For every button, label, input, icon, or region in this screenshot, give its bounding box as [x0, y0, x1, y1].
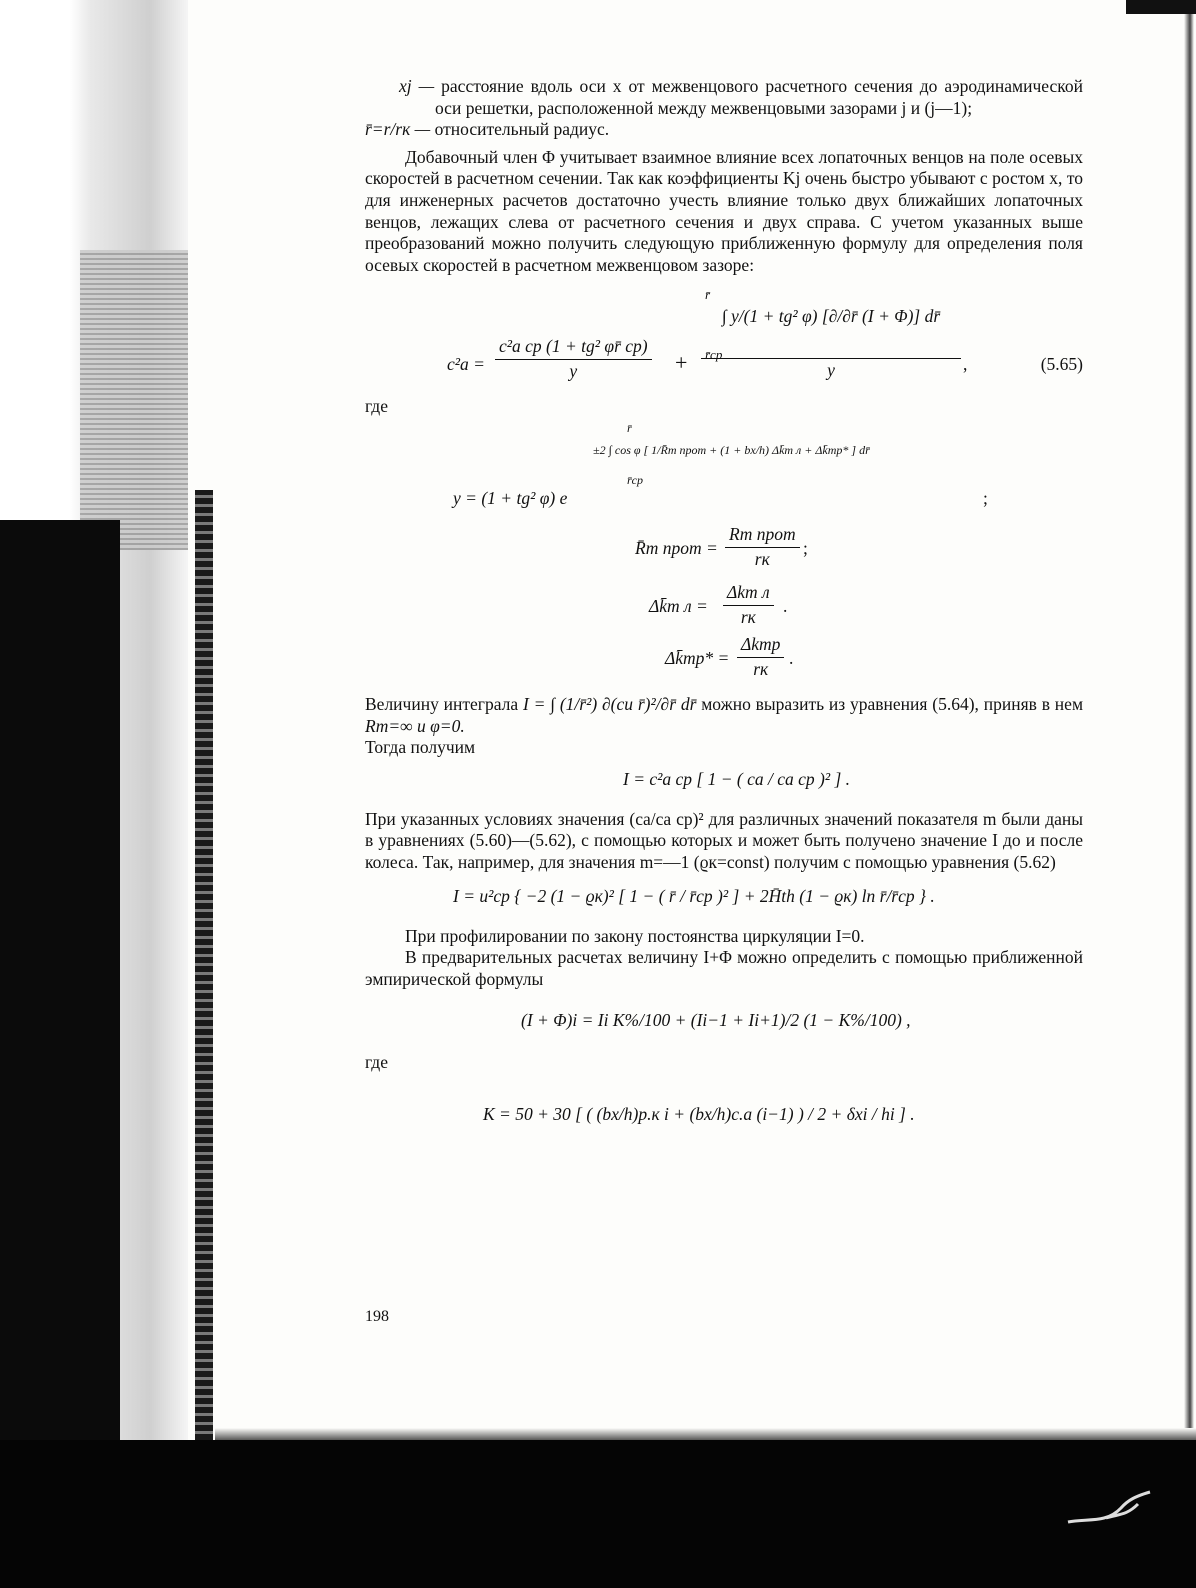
corner-scribble [1066, 1488, 1156, 1528]
f565-plus: + [675, 350, 688, 376]
paragraph-conditions: При указанных условиях значения (ca/ca ср)² для различных значений показателя m были даны в уравнениях (5.60)—(5.62), с помощью которых и может быть получено значение I до и после колеса. Так, например, для значения m=—1 (ϱк=const) получим с помощью уравнения (5.62) [365, 808, 1083, 872]
paragraph-then: Тогда получим [365, 737, 476, 758]
f565-term1 [495, 336, 652, 382]
rm-lhs: R̄m прот = [635, 537, 718, 558]
formula-I-m1 [365, 874, 1083, 922]
kml-den: rк [740, 606, 756, 627]
formula-dk-ml [365, 582, 1083, 630]
where-1: где [365, 396, 388, 417]
page-number: 198 [365, 1308, 389, 1325]
integral-condition: Rm=∞ и φ=0. [365, 715, 465, 736]
K-formula: K = 50 + 30 [ ( (bx/h)р.к i + (bx/h)с.а (i−1) ) / 2 + δxi / hi ] . [483, 1103, 915, 1124]
def-r-text: относительный радиус. [434, 119, 610, 140]
paragraph-additional-term: Добавочный член Φ учитывает взаимное влияние всех лопаточных венцов на поле осевых скоростей в расчетном сечении. Так как коэффициенты Kj очень быстро убывают с ростом x, то для инженерных расчетов достаточно учесть влияние только двух ближайших лопаточных венцов, лежащих слева от расчетного сечения и двух справа. С учетом указанных выше преобразований можно получить следующую приближенную формулу для определения поля осевых скоростей в расчетном межвенцовом зазоре: [365, 146, 1083, 275]
kml-num: Δkm л [723, 582, 774, 606]
f565-comma: , [963, 354, 968, 375]
rm-end: ; [803, 537, 808, 558]
kml-end: . [783, 595, 788, 616]
kmp-fraction [737, 634, 784, 680]
y-integral-upper: r̄ [627, 420, 632, 435]
kml-fraction [723, 582, 774, 628]
y-semicolon: ; [983, 487, 988, 508]
definition-xj [365, 76, 1083, 119]
paragraph-preliminary: В предварительных расчетах величину I+Φ можно определить с помощью приближенной эмпирической формулы [365, 947, 1083, 989]
rm-fraction [725, 524, 800, 570]
f565-lhs: c²a = [447, 354, 485, 375]
kml-lhs: Δk̄m л = [649, 595, 708, 616]
kmp-den: rк [753, 658, 769, 679]
binding-edge [0, 520, 120, 1588]
formula-I-result [365, 759, 1083, 803]
integral-I-formula: I = ∫ (1/r̄²) ∂(cu r̄)²/∂r̄ dr̄ [522, 693, 697, 714]
page-content [365, 76, 1083, 1144]
def-xj-text: расстояние вдоль оси x от межвенцового расчетного сечения до аэродинамической оси решетки, расположенной между межвенцовыми зазорами j и (j—1); [435, 76, 1083, 118]
integral-intro: Величину интеграла [365, 693, 519, 714]
formula-5-65 [365, 284, 1083, 392]
y-integral-lower: r̄ср [627, 472, 643, 487]
kmp-lhs: Δk̄mp* = [665, 647, 730, 668]
where-2: где [365, 1052, 388, 1073]
definition-r [365, 119, 1083, 141]
I-m-minus-1: I = u²ср { −2 (1 − ϱк)² [ 1 − ( r̄ / r̄ср )² ] + 2H̄th (1 − ϱк) ln r̄/r̄ср } . [453, 885, 935, 906]
f565-term2 [701, 306, 961, 381]
bottom-scan-edge [0, 1440, 1196, 1588]
I-Phi-formula: (I + Φ)i = Ii K%/100 + (Ii−1 + Ii+1)/2 (1 − K%/100) , [521, 1010, 911, 1031]
f565-integral-lower: r̄ср [705, 347, 723, 363]
formula-I-Phi [365, 994, 1083, 1046]
def-r-symbol: r̄=r/rк — [365, 119, 431, 140]
formula-rm-prot [365, 524, 1083, 576]
formula-y [365, 418, 1083, 518]
rm-num: Rm прот [725, 524, 800, 548]
rm-den: rк [754, 548, 770, 569]
top-right-mark [1126, 0, 1196, 14]
y-lhs: y = (1 + tg² φ) e [453, 487, 568, 508]
formula-K [365, 1082, 1083, 1144]
f565-term1-den: y [569, 360, 578, 381]
f565-term2-den: y [827, 359, 835, 380]
kmp-num: Δkmp [737, 634, 784, 658]
f565-term1-num: c²a ср (1 + tg² φr̄ ср) [495, 336, 652, 360]
paragraph-integral [365, 694, 1083, 737]
page-right-edge [1146, 0, 1196, 1440]
y-exponent: ±2 ∫ cos φ [ 1/R̄m прот + (1 + bx/h) Δk̄m л + Δk̄mp* ] dr̄ [593, 442, 870, 457]
def-xj-symbol: xj — [399, 76, 435, 96]
kmp-end: . [789, 647, 794, 668]
scan-noise [80, 250, 188, 550]
binding-stripe [195, 490, 213, 1440]
f565-integral-upper: r̄ [705, 287, 711, 303]
integral-text: можно выразить из уравнения (5.64), приняв в нем [701, 693, 1084, 714]
I-result: I = c²a ср [ 1 − ( ca / ca ср )² ] . [623, 768, 851, 789]
paragraph-profiling: При профилировании по закону постоянства циркуляции I=0. [405, 925, 865, 946]
f565-term2-num: ∫ y/(1 + tg² φ) [∂/∂r̄ (I + Φ)] dr̄ [701, 306, 961, 359]
f565-equation-number: (5.65) [1040, 354, 1083, 375]
formula-dk-mp [365, 634, 1083, 682]
